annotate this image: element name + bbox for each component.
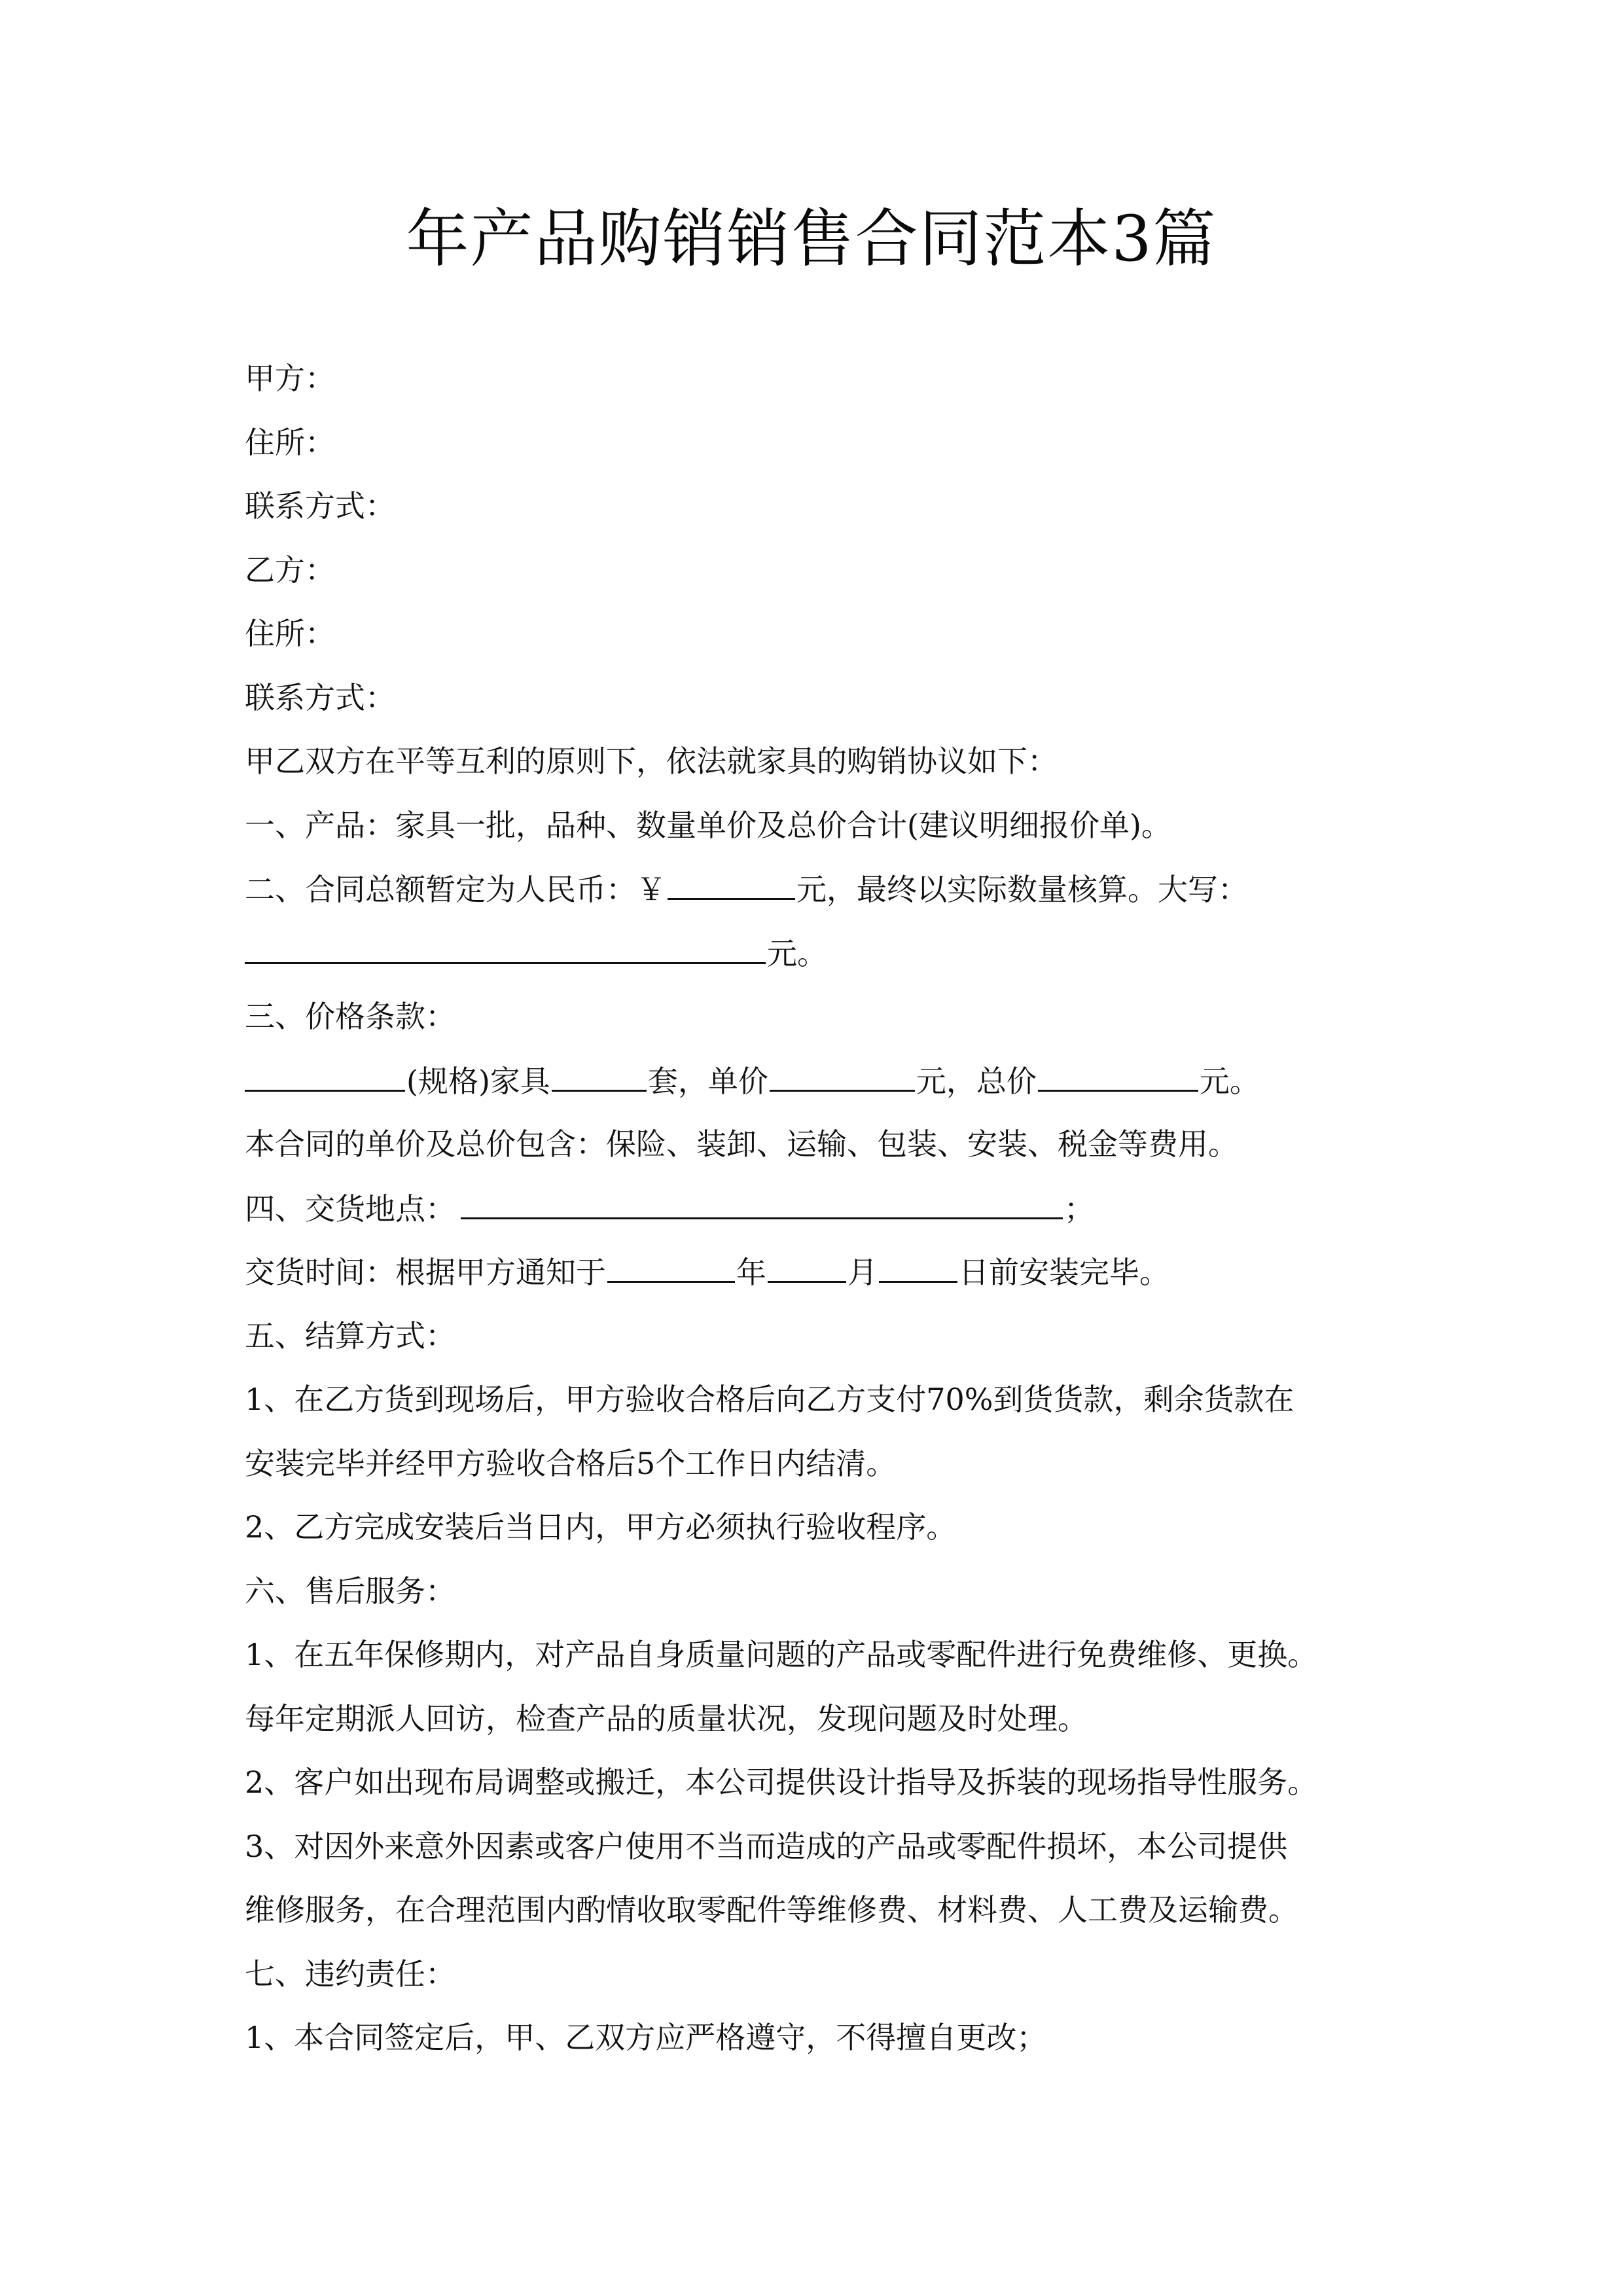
- party-b-contact-field: [245, 666, 1410, 730]
- total-price-blank[interactable]: [1038, 1049, 1198, 1092]
- year-label: 年: [736, 1255, 766, 1290]
- year-blank[interactable]: [607, 1240, 735, 1283]
- clause-3-heading: 三、价格条款：: [245, 999, 455, 1034]
- clause-6-item-2: 2、客户如出现布局调整或搬迁，本公司提供设计指导及拆装的现场指导性服务。: [245, 1765, 1318, 1800]
- time-prefix: 交货时间：根据甲方通知于: [245, 1255, 606, 1290]
- party-a-address-label: 住所：: [245, 424, 335, 460]
- clause-7-heading: 七、违约责任：: [245, 1956, 455, 1992]
- party-b-contact-label: 联系方式：: [245, 679, 395, 715]
- clause-2-amount-words: [245, 922, 1410, 986]
- preamble: 甲乙双方在平等互利的原则下，依法就家具的购销协议如下：: [245, 744, 1058, 779]
- unit-price-blank[interactable]: [770, 1049, 915, 1092]
- sets-text: 套，单价: [647, 1063, 768, 1099]
- unit-price-text: 元，总价: [916, 1063, 1037, 1099]
- clause-3-inclusion: 本合同的单价及总价包含：保险、装卸、运输、包装、安装、税金等费用。: [245, 1126, 1238, 1162]
- clause-6-item-3-line-1: 3、对因外来意外因素或客户使用不当而造成的产品或零配件损坏，本公司提供: [245, 1828, 1288, 1864]
- clause-3-price-row: [245, 1049, 1410, 1113]
- location-suffix: ；: [1064, 1191, 1094, 1227]
- clause-2-mid: 元，最终以实际数量核算。大写：: [796, 872, 1248, 907]
- clause-1-product: 一、产品：家具一批，品种、数量单价及总价合计(建议明细报价单)。: [245, 807, 1171, 843]
- clause-5-item-1-line-2: 安装完毕并经甲方验收合格后5个工作日内结清。: [245, 1445, 897, 1481]
- clause-5-item-2: 2、乙方完成安装后当日内，甲方必须执行验收程序。: [245, 1509, 957, 1545]
- clause-6-item-1-line-2: 每年定期派人回访，检查产品的质量状况，发现问题及时处理。: [245, 1700, 1088, 1736]
- clause-4-time: [245, 1240, 1410, 1304]
- clause-2-suffix: 元。: [767, 935, 827, 971]
- clause-5-heading: 五、结算方式：: [245, 1318, 455, 1354]
- month-blank[interactable]: [768, 1240, 846, 1283]
- document-title: 年产品购销销售合同范本3篇: [406, 202, 1217, 276]
- spec-blank[interactable]: [245, 1049, 405, 1092]
- party-b-address-label: 住所：: [245, 616, 335, 651]
- clause-4-location: [245, 1177, 1410, 1241]
- party-a-contact-label: 联系方式：: [245, 488, 395, 524]
- quantity-blank[interactable]: [552, 1049, 647, 1092]
- party-a-address-field: [245, 411, 1410, 475]
- spec-text: (规格)家具: [406, 1063, 550, 1099]
- party-a-field: [245, 347, 1410, 411]
- clause-7-item-1: 1、本合同签定后，甲、乙双方应严格遵守，不得擅自更改；: [245, 2020, 1047, 2055]
- clause-6-heading: 六、售后服务：: [245, 1573, 455, 1609]
- day-suffix: 日前安装完毕。: [959, 1255, 1169, 1290]
- clause-5-item-1-line-1: 1、在乙方货到现场后，甲方验收合格后向乙方支付70%到货货款，剩余货款在: [245, 1382, 1294, 1417]
- day-blank[interactable]: [879, 1240, 957, 1283]
- clause-2-prefix: 二、合同总额暂定为人民币：￥: [245, 872, 666, 907]
- clause-6-item-1-line-1: 1、在五年保修期内，对产品自身质量问题的产品或零配件进行免费维修、更换。: [245, 1637, 1318, 1672]
- total-text: 元。: [1199, 1063, 1260, 1099]
- party-b-label: 乙方：: [245, 552, 335, 588]
- party-a-label: 甲方：: [245, 361, 335, 396]
- party-b-field: [245, 539, 1410, 603]
- clause-4-heading: 四、交货地点：: [245, 1191, 455, 1227]
- clause-2-amount: [245, 857, 1410, 922]
- contract-body: [245, 347, 1410, 2070]
- party-a-contact-field: [245, 475, 1410, 539]
- clause-6-item-3-line-2: 维修服务，在合理范围内酌情收取零配件等维修费、材料费、人工费及运输费。: [245, 1892, 1298, 1928]
- delivery-location-blank[interactable]: [461, 1177, 1063, 1219]
- amount-figures-blank[interactable]: [668, 857, 795, 900]
- amount-words-blank[interactable]: [245, 922, 766, 964]
- party-b-address-field: [245, 602, 1410, 666]
- month-label: 月: [847, 1255, 878, 1290]
